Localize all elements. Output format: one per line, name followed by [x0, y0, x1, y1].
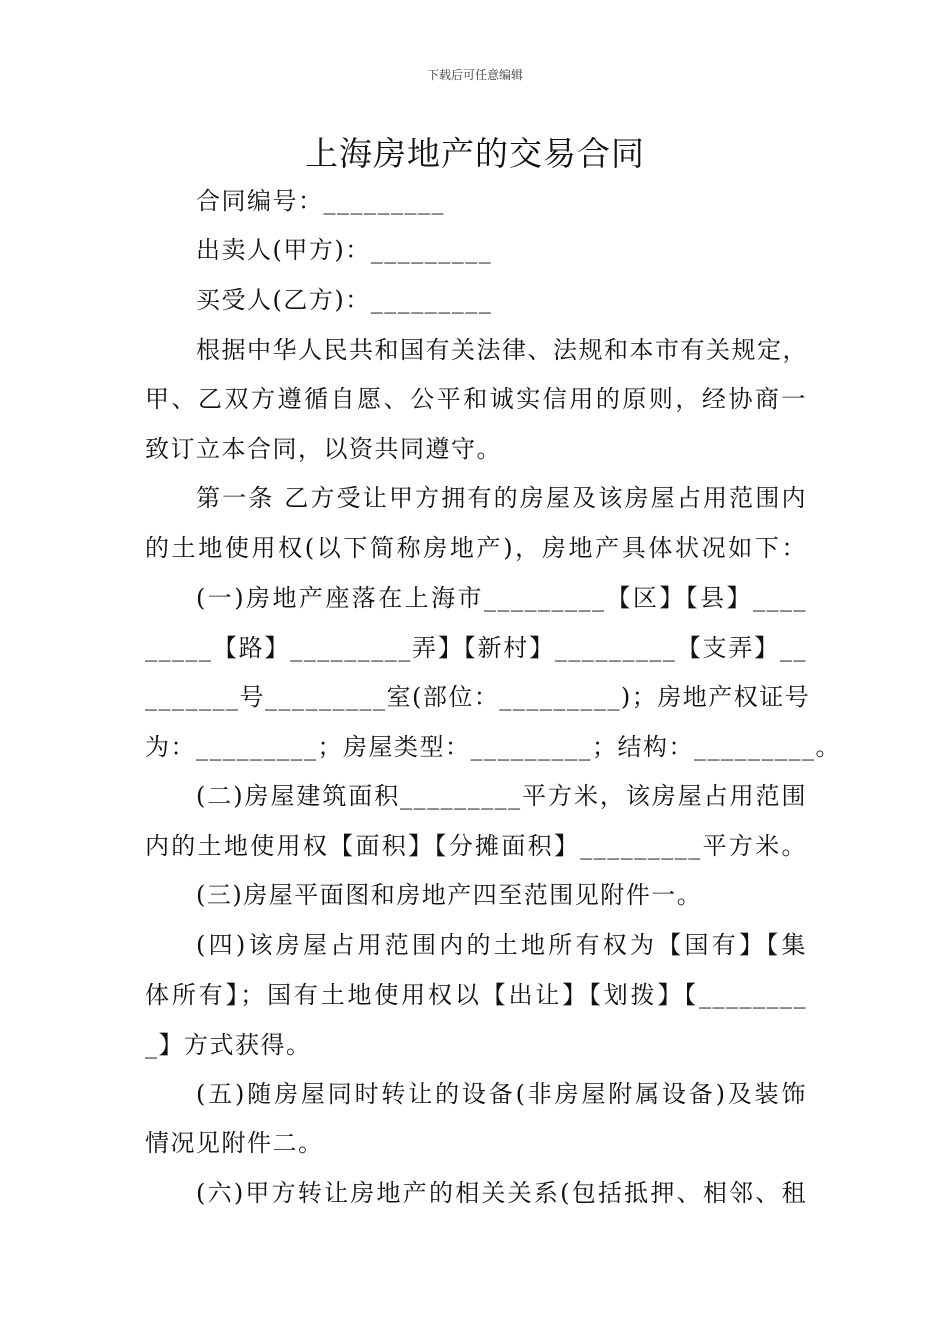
paragraph-line: (四)该房屋占用范围内的土地所有权为【国有】【集 — [196, 931, 807, 959]
header-note: 下载后可任意编辑 — [426, 68, 523, 82]
contract-number-field: 合同编号：_________ — [196, 187, 445, 215]
paragraph-line: _______号_________室(部位：_________)；房地产权证号 — [145, 683, 811, 711]
paragraph-line: 内的土地使用权【面积】【分摊面积】_________平方米。 — [145, 832, 807, 860]
document-title: 上海房地产的交易合同 — [305, 134, 645, 173]
paragraph-line: _】方式获得。 — [145, 1031, 312, 1059]
paragraph-line: 甲、乙双方遵循自愿、公平和诚实信用的原则，经协商一 — [145, 385, 807, 413]
paragraph-line: _____【路】_________弄】【新村】_________【支弄】__ — [145, 634, 807, 662]
paragraph-line: 情况见附件二。 — [145, 1129, 324, 1157]
paragraph-line: (六)甲方转让房地产的相关关系(包括抵押、相邻、租 — [196, 1179, 807, 1207]
buyer-field: 买受人(乙方)：_________ — [196, 286, 493, 314]
paragraph-line: (一)房地产座落在上海市_________【区】【县】____ — [196, 584, 807, 612]
paragraph-line: (三)房屋平面图和房地产四至范围见附件一。 — [196, 881, 703, 909]
paragraph-line: (五)随房屋同时转让的设备(非房屋附属设备)及装饰 — [196, 1080, 807, 1108]
paragraph-line: 第一条 乙方受让甲方拥有的房屋及该房屋占用范围内 — [196, 484, 807, 512]
paragraph-line: 的土地使用权(以下简称房地产)，房地产具体状况如下： — [145, 534, 807, 562]
seller-field: 出卖人(甲方)：_________ — [196, 236, 493, 264]
paragraph-line: 体所有】；国有土地使用权以【出让】【划拨】【________ — [145, 981, 807, 1009]
paragraph-line: 根据中华人民共和国有关法律、法规和本市有关规定， — [196, 336, 808, 364]
paragraph-line: 致订立本合同，以资共同遵守。 — [145, 435, 502, 463]
paragraph-line: (二)房屋建筑面积_________平方米，该房屋占用范围 — [196, 782, 807, 810]
paragraph-line: 为：_________；房屋类型：_________；结构：_________。 — [145, 733, 841, 761]
